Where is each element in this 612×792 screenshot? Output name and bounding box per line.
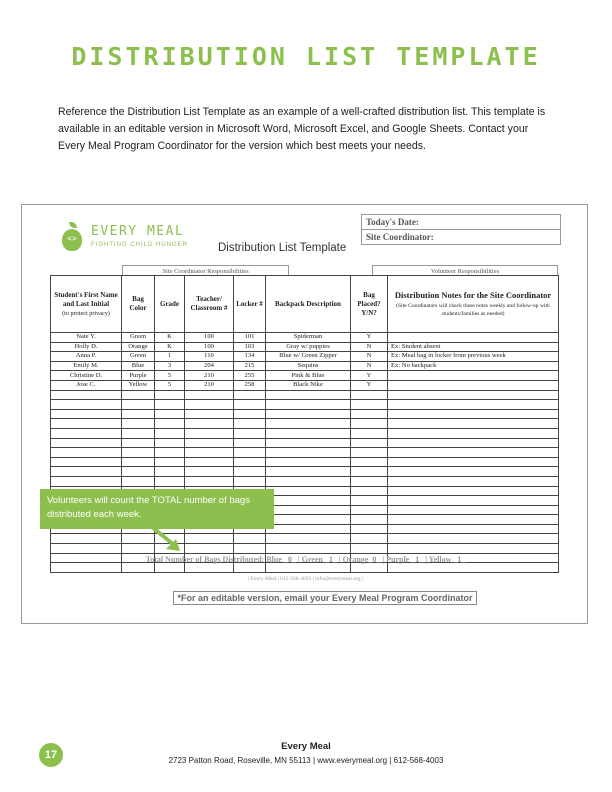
- table-cell-notes: [388, 400, 559, 410]
- table-cell-notes: [388, 515, 559, 525]
- table-cell-placed: [351, 563, 388, 573]
- site-coordinator-field: Site Coordinator:: [362, 230, 561, 245]
- table-cell-grade: [155, 457, 185, 467]
- table-cell-backpack: [266, 390, 351, 400]
- table-cell-locker: [234, 448, 266, 458]
- page-title: DISTRIBUTION LIST TEMPLATE: [71, 42, 541, 71]
- table-cell-notes: [388, 544, 559, 554]
- table-row: [51, 419, 559, 429]
- table-cell-locker: 101: [234, 333, 266, 343]
- col-header-grade: Grade: [155, 276, 185, 333]
- table-cell-locker: [234, 409, 266, 419]
- table-cell-teacher: [185, 419, 234, 429]
- table-cell-backpack: Sequins: [266, 361, 351, 371]
- table-cell-notes: [388, 428, 559, 438]
- brand-name: EVERY MEAL: [91, 224, 185, 239]
- table-cell-placed: [351, 476, 388, 486]
- table-cell-name: [51, 428, 122, 438]
- table-cell-name: [51, 563, 122, 573]
- table-cell-backpack: [266, 457, 351, 467]
- volunteer-section-label: Volunteer Responsibilities: [372, 265, 558, 275]
- table-cell-backpack: [266, 534, 351, 544]
- table-cell-placed: [351, 400, 388, 410]
- table-cell-grade: [155, 409, 185, 419]
- table-cell-notes: Ex: Meal bag in locker from previous week: [388, 352, 559, 362]
- table-cell-color: [122, 419, 155, 429]
- table-row: [51, 390, 559, 400]
- table-cell-notes: [388, 476, 559, 486]
- table-cell-teacher: 100: [185, 333, 234, 343]
- table-cell-teacher: [185, 544, 234, 554]
- table-cell-placed: [351, 419, 388, 429]
- header-fields: [361, 214, 561, 245]
- table-cell-backpack: Spiderman: [266, 333, 351, 343]
- table-row: [51, 467, 559, 477]
- table-cell-color: Green: [122, 352, 155, 362]
- table-row: [51, 544, 559, 554]
- table-cell-color: [122, 438, 155, 448]
- table-cell-teacher: 100: [185, 342, 234, 352]
- table-row: [51, 563, 559, 573]
- table-cell-color: Orange: [122, 342, 155, 352]
- table-cell-backpack: Blue w/ Green Zipper: [266, 352, 351, 362]
- table-cell-notes: [388, 409, 559, 419]
- table-cell-color: Yellow: [122, 380, 155, 390]
- table-cell-locker: [234, 476, 266, 486]
- table-cell-locker: 134: [234, 352, 266, 362]
- table-cell-locker: [234, 419, 266, 429]
- table-cell-notes: [388, 380, 559, 390]
- contact-line: | Every Meal | 612-568-4003 | info@everymeal.org |: [247, 576, 364, 582]
- table-cell-notes: [388, 457, 559, 467]
- col-header-name: [51, 276, 122, 333]
- table-cell-grade: [155, 390, 185, 400]
- table-cell-locker: 258: [234, 380, 266, 390]
- col-header-locker: Locker #: [234, 276, 266, 333]
- col-header-placed: Bag Placed? Y/N?: [351, 276, 388, 333]
- table-cell-backpack: [266, 428, 351, 438]
- table-cell-teacher: [185, 476, 234, 486]
- table-cell-grade: [155, 438, 185, 448]
- table-cell-backpack: [266, 524, 351, 534]
- table-cell-locker: [234, 563, 266, 573]
- table-cell-grade: [155, 563, 185, 573]
- table-cell-backpack: [266, 419, 351, 429]
- table-cell-color: [122, 400, 155, 410]
- callout-arrow-icon: [146, 525, 186, 553]
- table-cell-grade: 5: [155, 380, 185, 390]
- table-cell-placed: N: [351, 342, 388, 352]
- table-cell-teacher: [185, 534, 234, 544]
- table-row: [51, 342, 559, 352]
- table-cell-locker: [234, 428, 266, 438]
- col-header-notes-sub: (Site Coordinators will check these notes weekly and follow-up with students/families as needed): [396, 303, 550, 317]
- table-row: [51, 371, 559, 381]
- volunteer-callout: Volunteers will count the TOTAL number of bags distributed each week.: [40, 489, 274, 529]
- form-preview: [21, 204, 588, 624]
- table-cell-name: Emily M.: [51, 361, 122, 371]
- table-row: [51, 476, 559, 486]
- table-cell-backpack: [266, 515, 351, 525]
- table-cell-notes: [388, 371, 559, 381]
- col-header-backpack: Backpack Description: [266, 276, 351, 333]
- table-cell-placed: N: [351, 352, 388, 362]
- table-cell-grade: [155, 400, 185, 410]
- table-cell-locker: [234, 534, 266, 544]
- table-cell-name: [51, 534, 122, 544]
- table-cell-color: [122, 476, 155, 486]
- site-coordinator-section-label: Site Coordinator Responsibilities: [122, 265, 289, 275]
- table-cell-notes: [388, 524, 559, 534]
- table-row: [51, 380, 559, 390]
- table-cell-placed: Y: [351, 371, 388, 381]
- table-cell-placed: [351, 390, 388, 400]
- table-cell-placed: [351, 448, 388, 458]
- form-title: Distribution List Template: [218, 242, 347, 254]
- table-cell-teacher: [185, 390, 234, 400]
- table-cell-placed: [351, 467, 388, 477]
- table-cell-notes: Ex: Student absent: [388, 342, 559, 352]
- table-cell-name: [51, 457, 122, 467]
- table-cell-teacher: [185, 563, 234, 573]
- table-cell-placed: [351, 515, 388, 525]
- table-header-row: [51, 276, 559, 333]
- table-row: [51, 428, 559, 438]
- table-cell-backpack: [266, 400, 351, 410]
- table-cell-name: [51, 419, 122, 429]
- table-cell-notes: [388, 438, 559, 448]
- table-cell-locker: [234, 467, 266, 477]
- table-cell-grade: [155, 467, 185, 477]
- table-cell-locker: [234, 438, 266, 448]
- table-cell-name: [51, 544, 122, 554]
- table-cell-notes: Ex: No backpack: [388, 361, 559, 371]
- table-cell-color: [122, 448, 155, 458]
- table-cell-name: Nate Y.: [51, 333, 122, 343]
- table-cell-teacher: [185, 448, 234, 458]
- table-cell-placed: N: [351, 361, 388, 371]
- table-cell-grade: [155, 428, 185, 438]
- table-row: [51, 438, 559, 448]
- table-cell-locker: [234, 400, 266, 410]
- table-row: [51, 534, 559, 544]
- table-row: [51, 400, 559, 410]
- table-cell-backpack: [266, 505, 351, 515]
- table-cell-color: [122, 390, 155, 400]
- col-header-teacher: Teacher/ Classroom #: [185, 276, 234, 333]
- table-cell-notes: [388, 496, 559, 506]
- table-cell-notes: [388, 467, 559, 477]
- table-cell-placed: [351, 505, 388, 515]
- table-cell-backpack: [266, 448, 351, 458]
- table-cell-teacher: [185, 467, 234, 477]
- table-cell-placed: [351, 428, 388, 438]
- leaf-icon: [69, 222, 77, 228]
- table-cell-backpack: [266, 467, 351, 477]
- table-cell-backpack: Black Nike: [266, 380, 351, 390]
- table-cell-name: Anna P.: [51, 352, 122, 362]
- table-cell-backpack: [266, 409, 351, 419]
- table-row: [51, 409, 559, 419]
- table-row: [51, 448, 559, 458]
- table-cell-placed: [351, 524, 388, 534]
- table-cell-color: Purple: [122, 371, 155, 381]
- col-header-bag-color: Bag Color: [122, 276, 155, 333]
- table-cell-backpack: [266, 486, 351, 496]
- footer-org-name: Every Meal: [281, 741, 331, 752]
- footer-address: 2723 Patton Road, Roseville, MN 55113 | www.everymeal.org | 612-568-4003: [168, 756, 444, 765]
- table-row: [51, 457, 559, 467]
- table-cell-name: Christine D.: [51, 371, 122, 381]
- total-bags-line: Total Number of Bags Distributed: Blue _0_ | Green _1_ | Orange_0_ | Purple _1_ | Yellow _1_: [145, 555, 466, 564]
- table-cell-notes: [388, 534, 559, 544]
- table-cell-notes: [388, 333, 559, 343]
- table-cell-teacher: 110: [185, 352, 234, 362]
- table-cell-color: [122, 563, 155, 573]
- table-cell-grade: K: [155, 342, 185, 352]
- table-cell-name: [51, 438, 122, 448]
- todays-date-field: Today's Date:: [362, 215, 561, 230]
- col-header-name-label: Student's First Name and Last Initial: [54, 290, 118, 308]
- table-cell-placed: Y: [351, 380, 388, 390]
- table-cell-teacher: [185, 409, 234, 419]
- table-cell-backpack: Gray w/ puppies: [266, 342, 351, 352]
- col-header-notes: [388, 276, 559, 333]
- table-cell-backpack: [266, 563, 351, 573]
- table-cell-grade: [155, 419, 185, 429]
- table-cell-name: [51, 467, 122, 477]
- table-cell-notes: [388, 486, 559, 496]
- table-cell-locker: [234, 544, 266, 554]
- editable-version-note: *For an editable version, email your Every Meal Program Coordinator: [173, 591, 477, 605]
- table-cell-teacher: 210: [185, 371, 234, 381]
- table-cell-color: [122, 467, 155, 477]
- table-cell-grade: 5: [155, 371, 185, 381]
- table-cell-placed: [351, 409, 388, 419]
- table-cell-placed: Y: [351, 333, 388, 343]
- table-cell-grade: 3: [155, 361, 185, 371]
- table-cell-teacher: 210: [185, 380, 234, 390]
- table-cell-placed: [351, 457, 388, 467]
- table-cell-grade: 1: [155, 352, 185, 362]
- table-cell-locker: 103: [234, 342, 266, 352]
- table-cell-notes: [388, 563, 559, 573]
- table-cell-notes: [388, 505, 559, 515]
- table-cell-teacher: 204: [185, 361, 234, 371]
- table-cell-locker: 255: [234, 371, 266, 381]
- table-cell-locker: [234, 390, 266, 400]
- table-cell-name: [51, 390, 122, 400]
- table-cell-color: [122, 428, 155, 438]
- table-cell-backpack: Pink & Blue: [266, 371, 351, 381]
- table-cell-color: Blue: [122, 361, 155, 371]
- page-number-badge: 17: [39, 743, 63, 767]
- table-cell-backpack: [266, 476, 351, 486]
- table-cell-name: Jose C.: [51, 380, 122, 390]
- table-cell-grade: [155, 448, 185, 458]
- table-cell-name: [51, 409, 122, 419]
- table-row: [51, 352, 559, 362]
- table-cell-placed: [351, 486, 388, 496]
- table-cell-placed: [351, 496, 388, 506]
- table-cell-locker: 215: [234, 361, 266, 371]
- table-cell-placed: [351, 534, 388, 544]
- table-cell-notes: [388, 390, 559, 400]
- table-cell-name: Holly D.: [51, 342, 122, 352]
- brand-tagline: FIGHTING CHILD HUNGER: [91, 242, 189, 248]
- table-cell-grade: K: [155, 333, 185, 343]
- table-cell-name: [51, 448, 122, 458]
- table-cell-name: [51, 476, 122, 486]
- table-cell-color: Green: [122, 333, 155, 343]
- table-cell-placed: [351, 544, 388, 554]
- table-cell-teacher: [185, 457, 234, 467]
- table-cell-teacher: [185, 400, 234, 410]
- table-cell-backpack: [266, 496, 351, 506]
- table-cell-placed: [351, 438, 388, 448]
- apple-icon: <>: [62, 229, 82, 251]
- table-cell-teacher: [185, 438, 234, 448]
- table-cell-grade: [155, 476, 185, 486]
- table-cell-locker: [234, 457, 266, 467]
- table-cell-backpack: [266, 438, 351, 448]
- table-cell-teacher: [185, 428, 234, 438]
- table-body: [51, 333, 559, 573]
- every-meal-logo: [60, 221, 230, 257]
- col-header-name-sub: (to protect privacy): [62, 309, 110, 317]
- table-cell-backpack: [266, 544, 351, 554]
- table-cell-notes: [388, 419, 559, 429]
- table-cell-name: [51, 400, 122, 410]
- table-cell-color: [122, 409, 155, 419]
- table-row: [51, 333, 559, 343]
- intro-paragraph: Reference the Distribution List Template as an example of a well-crafted distribution list. This template is available in an editable version in Microsoft Word, Microsoft Excel, and Google Sheets. Contact your Every Meal Program Coordinator for the version which best meets your needs.: [58, 106, 546, 152]
- table-row: [51, 361, 559, 371]
- col-header-notes-label: Distribution Notes for the Site Coordinator: [394, 290, 552, 300]
- table-cell-notes: [388, 448, 559, 458]
- table-cell-color: [122, 457, 155, 467]
